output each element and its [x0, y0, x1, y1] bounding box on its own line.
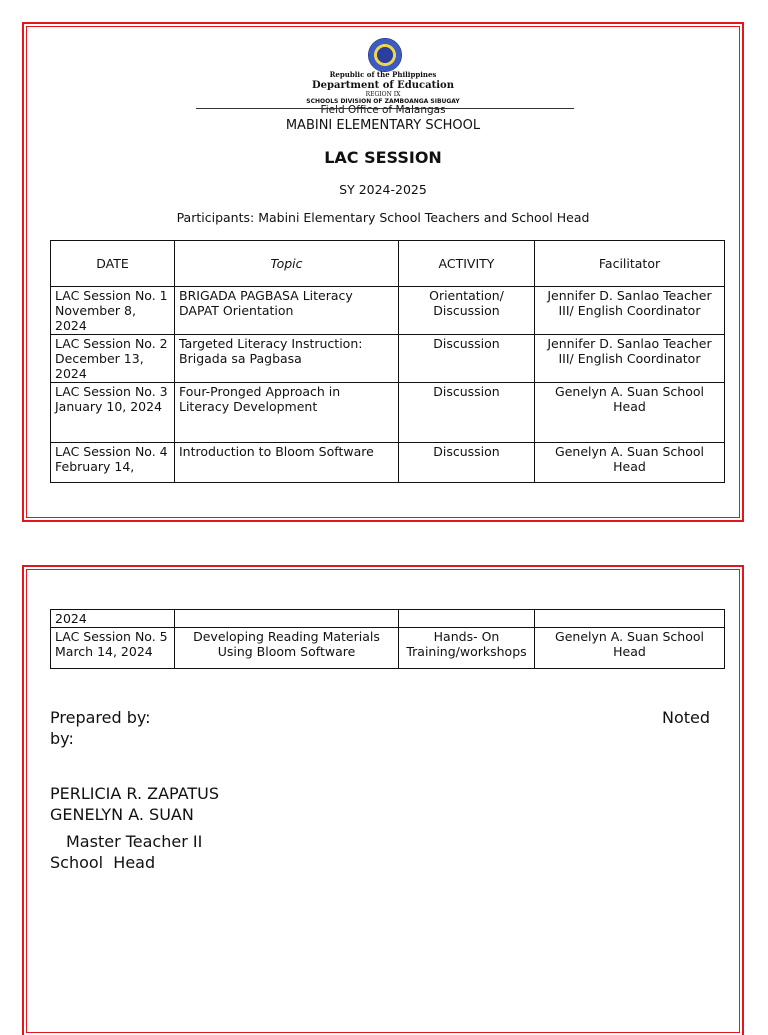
row-topic: Introduction to Bloom Software: [175, 443, 399, 483]
field-office-label: Field Office of Malangas: [320, 104, 446, 116]
row-topic: Targeted Literacy Instruction: Brigada sa Pagbasa: [175, 335, 399, 383]
school-name: MABINI ELEMENTARY SCHOOL: [285, 118, 481, 133]
row-topic: Four-Pronged Approach in Literacy Development: [175, 383, 399, 443]
row-date: LAC Session No. 1 November 8, 2024: [51, 287, 175, 335]
row-date: LAC Session No. 4 February 14,: [51, 443, 175, 483]
table-row: [51, 443, 725, 483]
header-facilitator: Facilitator: [535, 241, 725, 287]
row-activity: Discussion: [399, 443, 535, 483]
row-activity: Orientation/ Discussion: [399, 287, 535, 335]
deped-seal-icon: [368, 38, 402, 72]
row-activity: [399, 610, 535, 628]
republic-label: Republic of the Philippines: [329, 70, 437, 79]
lac-schedule-table-continued: [50, 609, 725, 669]
row-topic: [175, 610, 399, 628]
table-row: [51, 383, 725, 443]
signatory-name-2: GENELYN A. SUAN: [50, 805, 194, 824]
document-page-2: [22, 565, 744, 1035]
header-date: DATE: [51, 241, 175, 287]
table-row: [51, 628, 725, 669]
school-year: SY 2024-2025: [339, 182, 427, 197]
header-topic: Topic: [175, 241, 399, 287]
table-row: [51, 610, 725, 628]
table-header-row: [51, 241, 725, 287]
signatory-role-2: School Head: [50, 853, 156, 872]
row-facilitator: Genelyn A. Suan School Head: [535, 628, 725, 669]
row-topic: BRIGADA PAGBASA Literacy DAPAT Orientation: [175, 287, 399, 335]
header-divider: [196, 108, 574, 109]
prepared-by-label: Prepared by:: [50, 708, 151, 727]
table-row: [51, 335, 725, 383]
row-facilitator: Genelyn A. Suan School Head: [535, 383, 725, 443]
lac-schedule-table: [50, 240, 725, 483]
department-label: Department of Education: [312, 80, 454, 91]
row-date: 2024: [51, 610, 175, 628]
signatory-role-1: Master Teacher II: [66, 832, 203, 851]
noted-by-continuation: by:: [50, 729, 74, 748]
table-row: [51, 287, 725, 335]
row-date: LAC Session No. 5 March 14, 2024: [51, 628, 175, 669]
region-label: REGION IX: [365, 91, 401, 98]
row-date: LAC Session No. 3 January 10, 2024: [51, 383, 175, 443]
document-page-1: [22, 22, 744, 522]
signatory-name-1: PERLICIA R. ZAPATUS: [50, 784, 220, 803]
row-facilitator: Jennifer D. Sanlao Teacher III/ English Coordinator: [535, 335, 725, 383]
row-topic: Developing Reading Materials Using Bloom Software: [175, 628, 399, 669]
row-activity: Discussion: [399, 335, 535, 383]
row-facilitator: Genelyn A. Suan School Head: [535, 443, 725, 483]
division-label: SCHOOLS DIVISION OF ZAMBOANGA SIBUGAY: [306, 98, 460, 105]
row-facilitator: [535, 610, 725, 628]
row-facilitator: Jennifer D. Sanlao Teacher III/ English Coordinator: [535, 287, 725, 335]
noted-label: Noted: [661, 708, 710, 727]
row-date: LAC Session No. 2 December 13, 2024: [51, 335, 175, 383]
row-activity: Hands- On Training/workshops: [399, 628, 535, 669]
row-activity: Discussion: [399, 383, 535, 443]
header-activity: ACTIVITY: [399, 241, 535, 287]
participants-line: Participants: Mabini Elementary School Teachers and School Head: [176, 210, 590, 225]
document-title: LAC SESSION: [324, 148, 442, 167]
